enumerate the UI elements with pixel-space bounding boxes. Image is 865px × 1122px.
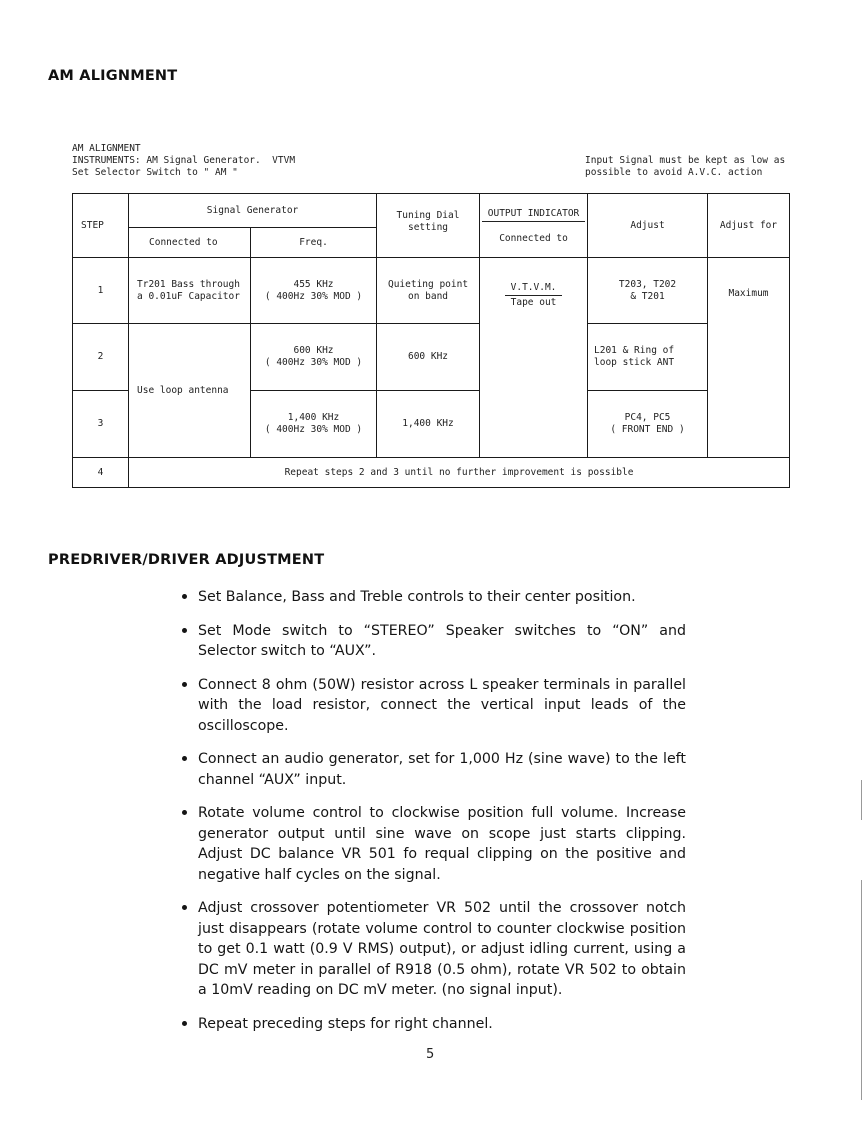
tuning-value: on band [407,290,449,302]
list-item: Rotate volume control to clockwise position full volume. Increase generator output until sine wave on scope just starts clipping. Adjust DC balance VR 501 fo requal clipping on the positive and negative half cycles on the signal. [176,803,686,885]
step-number: 2 [73,324,129,391]
section-title-predriver-driver: PREDRIVER/DRIVER ADJUSTMENT [48,552,325,568]
tuning-cell [377,258,480,324]
freq-modulation: ( 400Hz 30% MOD ) [264,424,363,435]
am-alignment-table [72,193,790,488]
input-signal-note [585,155,785,179]
tuning-cell [377,391,480,458]
freq-modulation: ( 400Hz 30% MOD ) [264,290,363,302]
tuning-cell [377,324,480,391]
list-item: Connect 8 ohm (50W) resistor across L speaker terminals in parallel with the load resistor, connect the vertical input leads of the oscilloscope. [176,675,686,737]
adjust-cell [588,391,708,458]
list-item: Connect an audio generator, set for 1,000 Hz (sine wave) to the left channel “AUX” input. [176,749,686,790]
freq-modulation: ( 400Hz 30% MOD ) [264,357,363,368]
scan-edge-mark [861,880,862,1100]
page-number: 5 [426,1047,435,1062]
tuning-dial-label: Tuning Dial [396,210,460,221]
header-output-indicator [480,194,588,258]
output-indicator-label: OUTPUT INDICATOR [482,208,586,222]
freq-value: 455 KHz [293,278,334,290]
intro-line: AM ALIGNMENT [72,143,141,154]
freq-cell [251,324,377,391]
header-tuning-dial [377,194,480,258]
adjust-value: PC4, PC5 [624,412,671,423]
output-connection: Tape out [510,297,557,308]
output-connected-label: Connected to [499,233,568,244]
list-item: Adjust crossover potentiometer VR 502 until the crossover notch just disappears (rotate volume control to counter clockwise position to get 0.1 watt (0.9 V RMS) output), or adjust idling current, using a DC mV meter in parallel of R918 (0.5 ohm), rotate VR 502 to obtain a 10mV reading on DC mV meter. (no signal input). [176,898,686,1001]
loop-antenna-cell [129,324,251,458]
header-adjust-for: Adjust for [708,194,790,258]
adjust-cell [588,324,708,391]
repeat-steps-cell: Repeat steps 2 and 3 until no further improvement is possible [129,458,790,488]
adjustment-steps-list [176,587,686,1047]
section-title-am-alignment: AM ALIGNMENT [48,68,178,84]
adjust-cell [588,258,708,324]
connected-line: Tr201 Bass through [137,278,240,290]
instrument-notes [72,143,295,179]
loop-antenna-note: Use loop antenna [137,384,229,396]
list-item: Set Balance, Bass and Treble controls to their center position. [176,587,686,608]
output-instrument: V.T.V.M. [505,282,563,296]
table-row [73,458,790,488]
adjust-value: T203, T202 [618,278,677,290]
adjust-value: ( FRONT END ) [610,424,685,435]
intro-line: INSTRUMENTS: AM Signal Generator. VTVM [72,155,296,166]
adjust-value: loop stick ANT [594,357,675,368]
freq-cell [251,391,377,458]
scan-edge-mark [861,780,862,820]
step-number: 1 [73,258,129,324]
step-number: 4 [73,458,129,488]
intro-line: Set Selector Switch to " AM " [72,167,238,178]
connected-line: a 0.01uF Capacitor [137,290,240,302]
adjust-value: L201 & Ring of [594,345,675,356]
freq-value: 1,400 KHz [287,412,340,423]
step-number: 3 [73,391,129,458]
tuning-value: 1,400 KHz [402,418,454,429]
freq-cell [251,258,377,324]
table-row [73,324,790,391]
adjust-value: & T201 [630,290,665,302]
connected-to-cell [129,258,251,324]
output-indicator-cell [480,258,588,458]
tuning-value: 600 KHz [407,351,449,362]
adjust-for-cell [708,258,790,458]
tuning-dial-setting-label: setting [407,222,449,233]
tuning-value: Quieting point [387,278,469,290]
note-line: possible to avoid A.V.C. action [585,167,763,178]
header-step: STEP [73,194,129,258]
header-freq: Freq. [251,228,377,258]
note-line: Input Signal must be kept as low as [585,155,786,166]
adjust-for-value: Maximum [728,288,769,299]
list-item: Set Mode switch to “STEREO” Speaker switches to “ON” and Selector switch to “AUX”. [176,621,686,662]
list-item: Repeat preceding steps for right channel. [176,1014,686,1035]
table-row [73,258,790,324]
header-signal-generator: Signal Generator [129,194,377,228]
header-connected-to: Connected to [129,228,251,258]
header-adjust: Adjust [588,194,708,258]
freq-value: 600 KHz [293,345,334,356]
